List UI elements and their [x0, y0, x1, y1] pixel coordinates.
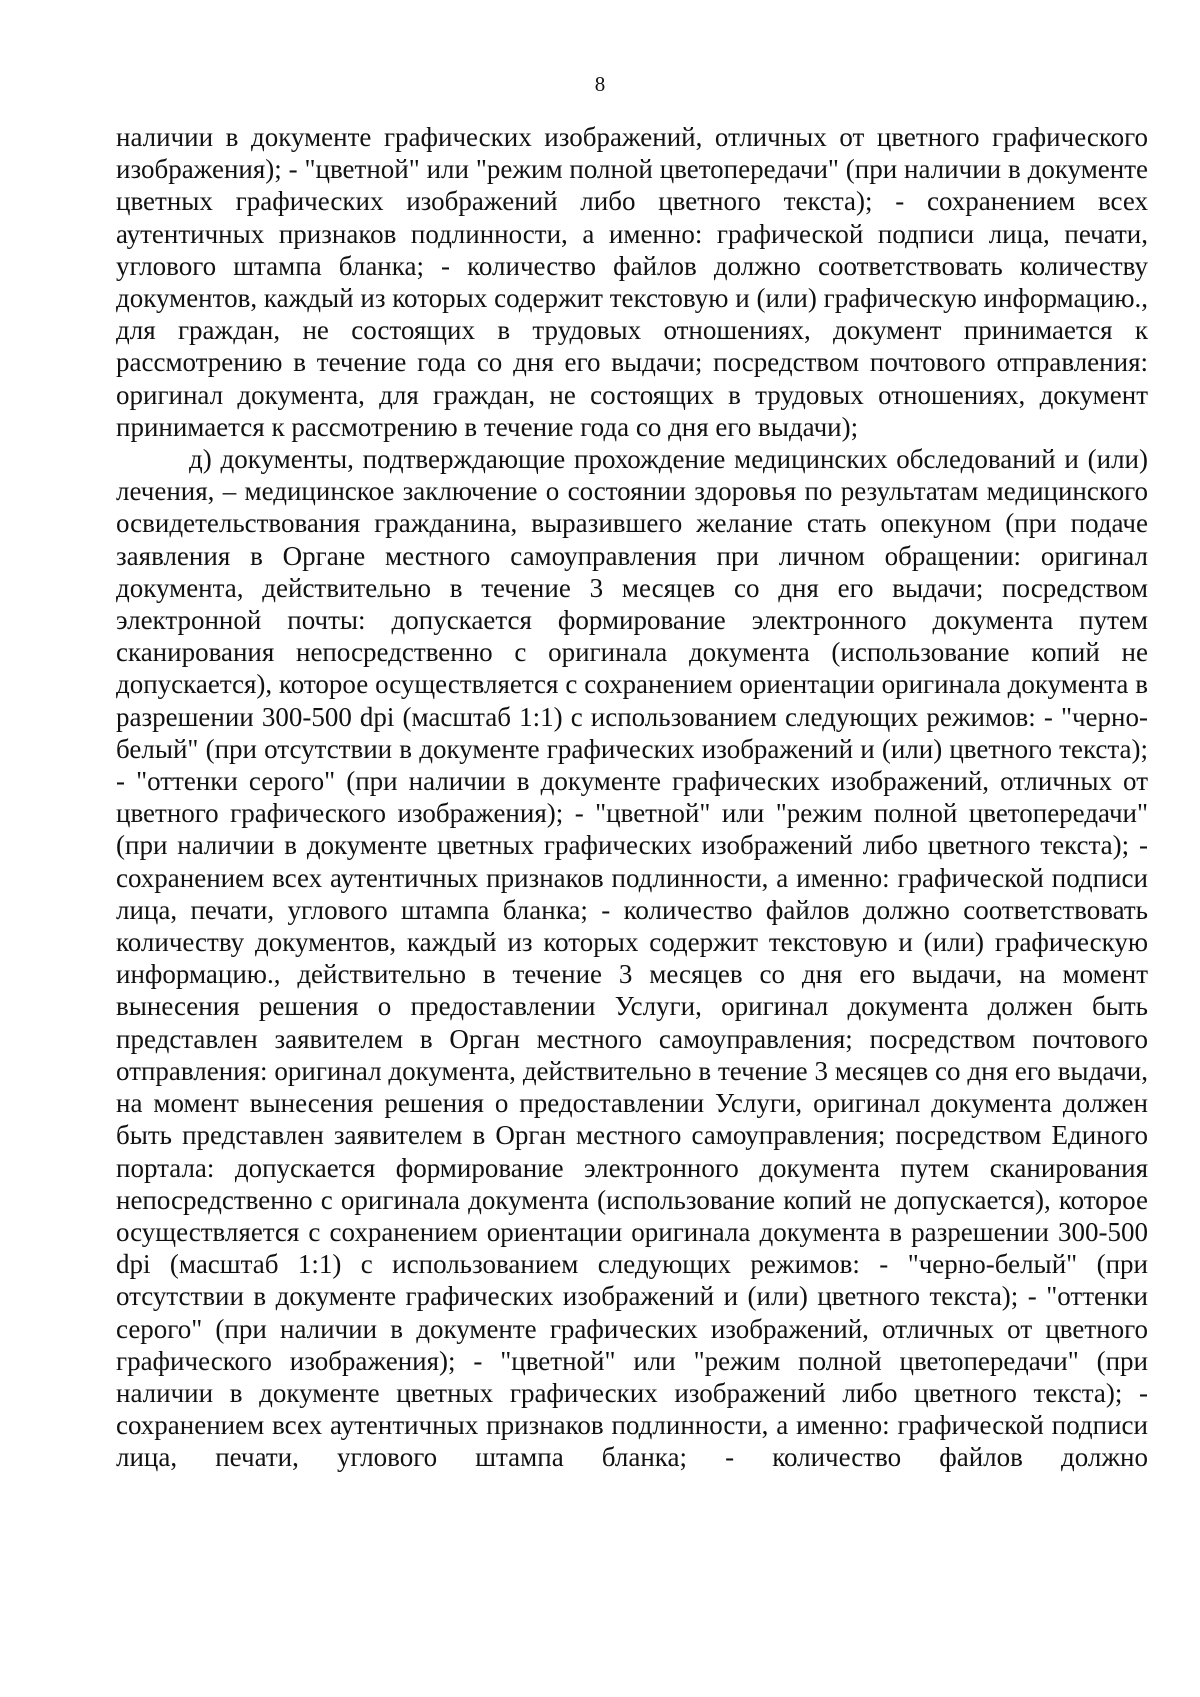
document-body: [116, 121, 1148, 1474]
paragraph-continuation: наличии в документе графических изображений, отличных от цветного графического изображения); - "цветной" или "режим полной цветопередачи" (при наличии в документе цветных графических изображений либо цветного текста); - сохранением всех аутентичных признаков подлинности, а именно: графической подписи лица, печати, углового штампа бланка; - количество файлов должно соответствовать количеству документов, каждый из которых содержит текстовую и (или) графическую информацию., для граждан, не состоящих в трудовых отношениях, документ принимается к рассмотрению в течение года со дня его выдачи; посредством почтового отправления: оригинал документа, для граждан, не состоящих в трудовых отношениях, документ принимается к рассмотрению в течение года со дня его выдачи);: [116, 122, 1148, 442]
paragraph-item-d-medical-documents: д) документы, подтверждающие прохождение медицинских обследований и (или) лечения, – медицинское заключение о состоянии здоровья по результатам медицинского освидетельствования гражданина, выразившего желание стать опекуном (при подаче заявления в Органе местного самоуправления при личном обращении: оригинал документа, действительно в течение 3 месяцев со дня его выдачи; посредством электронной почты: допускается формирование электронного документа путем сканирования непосредственно с оригинала документа (использование копий не допускается), которое осуществляется с сохранением ориентации оригинала документа в разрешении 300-500 dpi (масштаб 1:1) с использованием следующих режимов: - "черно-белый" (при отсутствии в документе графических изображений и (или) цветного текста); - "оттенки серого" (при наличии в документе графических изображений, отличных от цветного графического изображения); - "цветной" или "режим полной цветопередачи" (при наличии в документе цветных графических изображений либо цветного текста); - сохранением всех аутентичных признаков подлинности, а именно: графической подписи лица, печати, углового штампа бланка; - количество файлов должно соответствовать количеству документов, каждый из которых содержит текстовую и (или) графическую информацию., действительно в течение 3 месяцев со дня его выдачи, на момент вынесения решения о предоставлении Услуги, оригинал документа должен быть представлен заявителем в Орган местного самоуправления; посредством почтового отправления: оригинал документа, действительно в течение 3 месяцев со дня его выдачи, на момент вынесения решения о предоставлении Услуги, оригинал документа должен быть представлен заявителем в Орган местного самоуправления; посредством Единого портала: допускается формирование электронного документа путем сканирования непосредственно с оригинала документа (использование копий не допускается), которое осуществляется с сохранением ориентации оригинала документа в разрешении 300-500 dpi (масштаб 1:1) с использованием следующих режимов: - "черно-белый" (при отсутствии в документе графических изображений и (или) цветного текста); - "оттенки серого" (при наличии в документе графических изображений, отличных от цветного графического изображения); - "цветной" или "режим полной цветопередачи" (при наличии в документе цветных графических изображений либо цветного текста); - сохранением всех аутентичных признаков подлинности, а именно: графической подписи лица, печати, углового штампа бланка; - количество файлов должно: [116, 444, 1148, 1473]
page-number: 8: [594, 72, 606, 96]
